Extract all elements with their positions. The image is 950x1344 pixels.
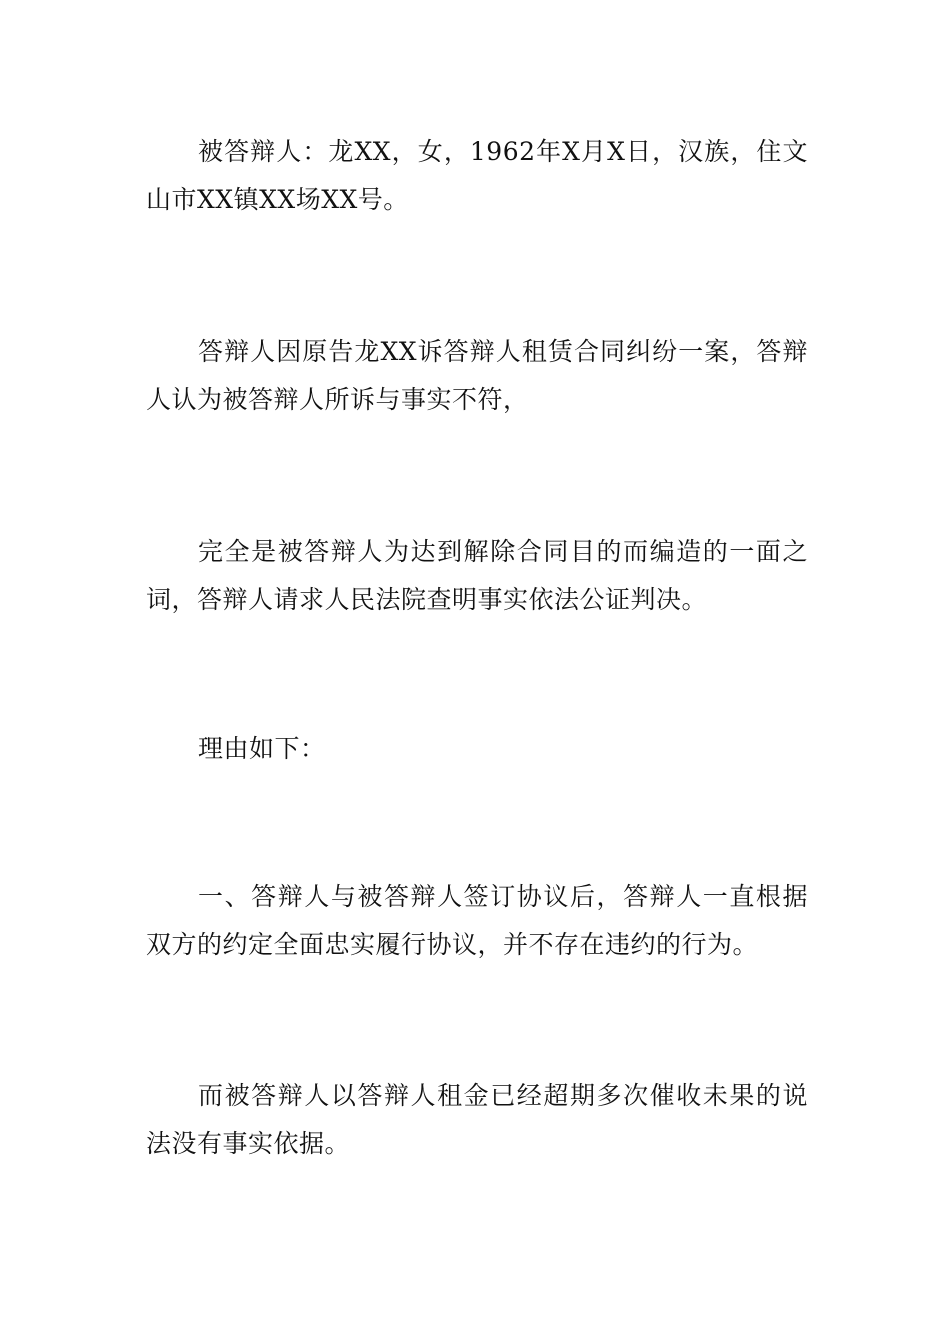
- paragraph-reason-one: 一、答辩人与被答辩人签订协议后，答辩人一直根据双方的约定全面忠实履行协议，并不存在违约的行为。: [146, 882, 808, 959]
- paragraph-reasons-heading: 理由如下：: [198, 734, 326, 763]
- paragraph-request: 完全是被答辩人为达到解除合同目的而编造的一面之词，答辩人请求人民法院查明事实依法公证判决。: [146, 537, 808, 614]
- paragraph-rent-claim: 而被答辩人以答辩人租金已经超期多次催收未果的说法没有事实依据。: [146, 1081, 808, 1158]
- paragraph-respondent-info: 被答辩人：龙XX，女，1962年X月X日，汉族，住文山市XX镇XX场XX号。: [146, 137, 808, 214]
- paragraph-case-statement: 答辩人因原告龙XX诉答辩人租赁合同纠纷一案，答辩人认为被答辩人所诉与事实不符，: [146, 337, 808, 414]
